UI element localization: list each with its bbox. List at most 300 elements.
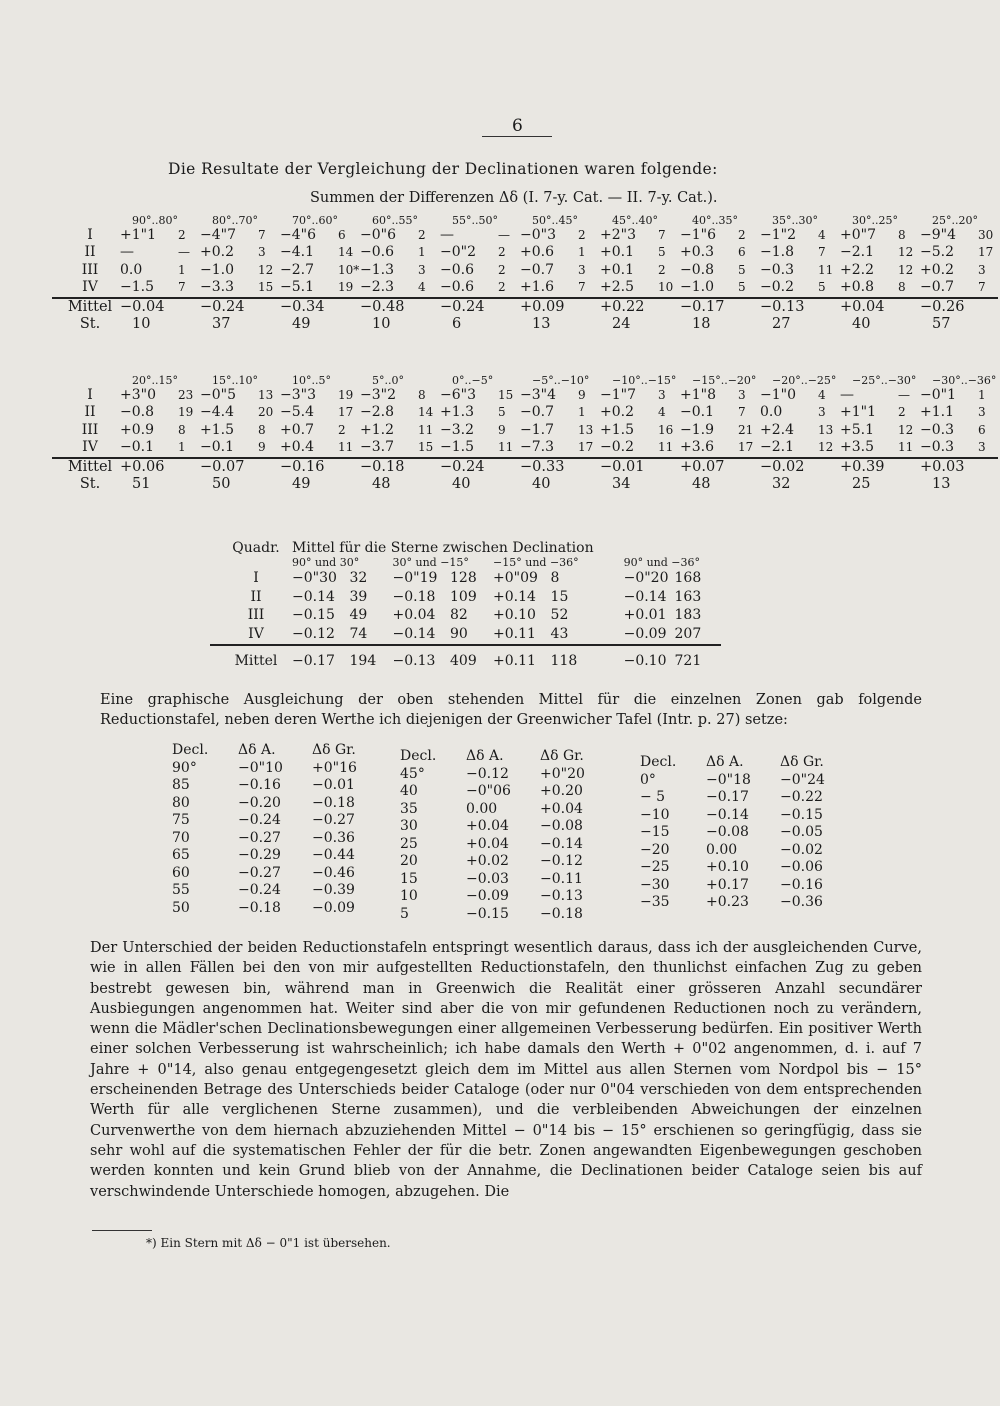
zone-header: −15°..−20°	[692, 374, 757, 387]
reduction-row	[400, 800, 599, 818]
zone-header: −5°..−10°	[532, 374, 590, 387]
star-count: 4	[818, 227, 826, 242]
star-count: 11	[498, 440, 514, 455]
summary-mittel-value: −0.13	[392, 653, 436, 669]
quadrant-row	[60, 421, 1000, 439]
summary-mittel-value: −0.17	[292, 653, 335, 669]
delta-gr-value: −0.36	[780, 894, 823, 911]
difference-value: −0"6	[360, 226, 396, 243]
delta-a-value: 0.00	[466, 800, 498, 817]
difference-value: −3"2	[360, 386, 396, 403]
summary-count: 39	[349, 588, 368, 605]
difference-value: −5.4	[280, 404, 314, 421]
reduction-row	[172, 759, 371, 777]
page-number-rule	[482, 136, 552, 137]
difference-value: +0.3	[680, 244, 714, 261]
reduction-row	[640, 841, 839, 859]
body-paragraph-text: Der Unterschied der beiden Reductionstafeln entspringt wesentlich daraus, dass ich der ausgleichenden Curve, wie in allen Fällen bei den von mir aufgestellten Reductionstafeln, den thunlichst einfachen Zug zu geben bestrebt gewesen bin, während man in Greenwich die Realität einer grösseren Anzahl secundärer Ausbiegungen angenommen hat. Weiter sind aber die von mir gefundenen Reductionen noch zu verändern, wenn die Mädler'schen Declinationsbewegungen einer allgemeinen Verbesserung bedürfen. Ein positiver Werth einer solchen Verbesserung ist wahrscheinlich; ich habe damals den Werth + 0"02 angenommen, d. i. auf 7 Jahre + 0"14, also genau entgegengesetzt gleich dem im Mittel aus allen Sternen vom Nordpol bis − 15° erscheinenden Betrage des Unterschieds beider Cataloge (oder nur 0"04 verschieden von dem entsprechenden Werth für alle verglichenen Sterne zusammen), und die verbleibenden Abweichungen der einzelnen Curvenwerthe von dem hiernach abzuziehenden Mittel − 0"14 bis − 15° erschienen so geringfügig, dass sie sehr wohl auf die systematischen Fehler der für die betr. Zonen angewandten Eigenbewegungen geschoben werden konnten und kein Grund blieb von der Annahme, die Declinationen beider Cataloge seien bis auf verschwindende Unterschiede homogen, abzugehen. Die	[90, 940, 922, 1200]
star-count: 1	[578, 245, 586, 260]
difference-value: −0.6	[440, 279, 474, 296]
declination-value: −20	[640, 841, 670, 858]
star-count: 16	[658, 422, 674, 437]
delta-a-value: +0.17	[706, 876, 749, 893]
delta-gr-value: −0.05	[780, 824, 823, 841]
star-count: 8	[178, 422, 186, 437]
difference-value: +3.6	[680, 439, 714, 456]
quadrant-row	[60, 226, 1000, 244]
zone-header: 35°..30°	[772, 214, 818, 227]
difference-value: +3"0	[120, 386, 156, 403]
difference-value: −0.7	[920, 279, 954, 296]
reduction-table-block-3	[640, 752, 839, 911]
star-count: 2	[738, 227, 746, 242]
difference-value: +2.4	[760, 421, 794, 438]
difference-value: −0.8	[680, 261, 714, 278]
declination-value: −30	[640, 876, 670, 893]
range-row	[220, 556, 711, 569]
difference-value: −0.2	[600, 439, 634, 456]
mittel-value: −0.16	[280, 458, 325, 475]
mittel-value: −0.07	[200, 458, 245, 475]
quadrant-label: IV	[82, 439, 98, 456]
difference-value: −3"3	[280, 386, 316, 403]
zone-header: 45°..40°	[612, 214, 658, 227]
declination-value: 45°	[400, 765, 425, 782]
declination-value: 25	[400, 835, 418, 852]
summary-value: −0.14	[392, 625, 436, 642]
mittel-label: Mittel	[234, 653, 278, 669]
star-count: 7	[738, 405, 746, 420]
quadrant-label: III	[81, 261, 99, 278]
difference-value: +0.1	[600, 261, 634, 278]
st-label: St.	[79, 315, 101, 332]
reduction-row	[640, 876, 839, 894]
summary-mittel-count: 118	[550, 653, 578, 669]
st-value: 50	[212, 475, 231, 492]
summary-count: 128	[450, 570, 477, 587]
reduction-row	[400, 870, 599, 888]
star-count: 11	[818, 262, 834, 277]
declination-value: 35	[400, 800, 418, 817]
range-header: 90° und 30°	[292, 556, 360, 569]
corner-cell	[220, 556, 292, 569]
star-count: 8	[898, 280, 906, 295]
reduction-row	[172, 882, 371, 900]
delta-a-value: +0.04	[466, 818, 509, 835]
summary-count: 74	[349, 625, 368, 642]
delta-gr-value: −0.12	[540, 853, 583, 870]
difference-value: −0.6	[440, 261, 474, 278]
mittel-value: −0.24	[440, 458, 485, 475]
decl-header: Decl.	[400, 747, 437, 764]
delta-a-value: +0.10	[706, 859, 749, 876]
st-value: 13	[932, 475, 951, 492]
difference-value: +1.5	[600, 421, 634, 438]
star-count: 2	[498, 262, 506, 277]
difference-value: −0.1	[120, 439, 154, 456]
spacer-cell	[669, 540, 712, 556]
quadrant-label: IV	[248, 625, 264, 642]
mittel-value: +0.07	[680, 458, 725, 475]
zone-header: 0°..−5°	[452, 374, 494, 387]
difference-value: −3.3	[200, 279, 234, 296]
difference-value: −1"6	[680, 226, 716, 243]
reduction-row	[640, 824, 839, 842]
difference-value: −3.2	[440, 421, 474, 438]
delta-a-value: 0.00	[706, 841, 738, 858]
quadrant-label: II	[84, 244, 96, 261]
star-count: 2	[898, 405, 906, 420]
quadrant-row	[60, 244, 1000, 262]
st-row	[60, 316, 1000, 332]
declination-value: 20	[400, 853, 418, 870]
declination-value: − 5	[640, 789, 666, 806]
difference-value: −0.6	[360, 244, 394, 261]
delta-a-header: Δδ A.	[238, 741, 276, 758]
mittel-value: −0.18	[360, 458, 405, 475]
mittel-value: +0.06	[120, 458, 165, 475]
quadrant-label: I	[87, 226, 93, 243]
star-count: 10	[658, 280, 674, 295]
mittel-value: −0.33	[520, 458, 565, 475]
zone-header: −10°..−15°	[612, 374, 677, 387]
difference-value: −4"7	[200, 226, 236, 243]
delta-gr-value: −0.18	[312, 794, 355, 811]
difference-value: +0.2	[920, 261, 954, 278]
summary-title-row	[220, 540, 711, 556]
summary-grid	[220, 540, 711, 673]
declination-value: 40	[400, 783, 418, 800]
star-count: 5	[738, 262, 746, 277]
star-count: 9	[578, 387, 586, 402]
summary-mittel-count: 721	[674, 653, 702, 669]
delta-gr-value: −0.14	[540, 835, 583, 852]
star-count: 14	[338, 245, 354, 260]
reduction-table-block-2	[400, 746, 599, 923]
star-count: 3	[658, 387, 666, 402]
reduction-header-row	[172, 740, 371, 759]
zone-header: 15°..10°	[212, 374, 258, 387]
reduction-header-row	[640, 752, 839, 771]
difference-value: −0"2	[440, 244, 476, 261]
star-count: 17	[338, 405, 354, 420]
corner-cell	[60, 372, 120, 386]
zone-header: 70°..60°	[292, 214, 338, 227]
star-count: 12	[898, 245, 914, 260]
delta-a-value: −0.03	[466, 870, 509, 887]
st-value: 57	[932, 315, 951, 332]
delta-a-value: −0.20	[238, 794, 281, 811]
st-value: 27	[772, 315, 791, 332]
summary-mittel-count: 409	[450, 653, 477, 669]
mittel-value: −0.48	[360, 298, 405, 315]
reduction-row	[172, 829, 371, 847]
mittel-label: Mittel	[67, 298, 113, 315]
delta-gr-value: −0.09	[312, 899, 355, 916]
summary-value: −0.18	[392, 588, 436, 605]
mittel-value: +0.39	[840, 458, 885, 475]
star-count: 17	[738, 440, 754, 455]
difference-value: −1.5	[120, 279, 154, 296]
zone-header: 80°..70°	[212, 214, 258, 227]
star-count: 6	[738, 245, 746, 260]
difference-value: −5.2	[920, 244, 954, 261]
declination-value: 65	[172, 847, 190, 864]
reduction-row	[172, 794, 371, 812]
star-count: 8	[418, 387, 426, 402]
difference-value: −0"3	[520, 226, 556, 243]
star-count: 17	[978, 245, 994, 260]
difference-value: −1.5	[440, 439, 474, 456]
reduction-row	[172, 777, 371, 795]
difference-value: −1"7	[600, 386, 636, 403]
reduction-row	[640, 806, 839, 824]
star-count: —	[498, 227, 510, 242]
quadr-label: Quadr.	[232, 540, 280, 556]
delta-gr-value: −0.06	[780, 859, 823, 876]
mittel-value: −0.26	[920, 298, 965, 315]
quadrant-label: II	[84, 404, 96, 421]
intro-line: Die Resultate der Vergleichung der Declinationen waren folgende:	[168, 160, 718, 178]
star-count: 3	[818, 405, 826, 420]
footnote-rule	[92, 1230, 152, 1231]
delta-gr-value: −0.18	[540, 905, 583, 922]
st-value: 40	[852, 315, 871, 332]
declination-value: 70	[172, 829, 190, 846]
summary-title: Mittel für die Sterne zwischen Declination	[292, 540, 594, 556]
quadrant-row	[60, 386, 1000, 404]
difference-value: +2"3	[600, 226, 636, 243]
star-count: 4	[818, 387, 826, 402]
declination-value: 30	[400, 818, 418, 835]
st-value: 34	[612, 475, 631, 492]
declination-value: −35	[640, 894, 670, 911]
star-count: 19	[178, 405, 194, 420]
st-value: 51	[132, 475, 151, 492]
reduction-row	[640, 771, 839, 789]
reduction-row	[172, 847, 371, 865]
difference-value: −2.7	[280, 261, 314, 278]
difference-value: −9"4	[920, 226, 956, 243]
declination-value: 85	[172, 777, 190, 794]
zone-header: 55°..50°	[452, 214, 498, 227]
summary-row	[220, 569, 711, 588]
star-count: 8	[258, 422, 266, 437]
st-value: 24	[612, 315, 631, 332]
star-count: 21	[738, 422, 754, 437]
delta-gr-value: −0.27	[312, 812, 355, 829]
reduction-row	[400, 835, 599, 853]
difference-value: +1"8	[680, 386, 716, 403]
page-number: 6	[512, 116, 523, 136]
star-count: 4	[658, 405, 666, 420]
difference-value: +5.1	[840, 421, 874, 438]
difference-value: +1.6	[520, 279, 554, 296]
star-count: 11	[898, 440, 914, 455]
summary-count: 32	[349, 570, 368, 587]
summary-count: 109	[450, 588, 477, 605]
reduction-row	[400, 905, 599, 923]
star-count: 15	[258, 280, 274, 295]
delta-a-value: −0.27	[238, 829, 281, 846]
star-count: 5	[498, 405, 506, 420]
star-count: 7	[978, 280, 986, 295]
st-value: 13	[532, 315, 551, 332]
st-value: 48	[692, 475, 711, 492]
delta-gr-value: −0.08	[540, 818, 583, 835]
table-rule	[52, 457, 998, 459]
delta-gr-value: −0.44	[312, 847, 355, 864]
delta-a-value: −0.15	[466, 905, 509, 922]
star-count: 3	[578, 262, 586, 277]
reduction-row	[640, 894, 839, 912]
st-value: 25	[852, 475, 871, 492]
summary-count: 183	[674, 607, 702, 624]
difference-value: +0"7	[840, 226, 876, 243]
star-count: 5	[738, 280, 746, 295]
difference-value: −0.1	[680, 404, 714, 421]
zone-header: 5°..0°	[372, 374, 404, 387]
reduction-header-row	[400, 746, 599, 765]
summary-mittel-value: +0.11	[493, 653, 536, 669]
st-value: 10	[372, 315, 391, 332]
reduction-intro	[100, 690, 922, 730]
range-header: 30° und −15°	[392, 556, 469, 569]
delta-a-value: +0.04	[466, 835, 509, 852]
delta-a-value: −0.27	[238, 864, 281, 881]
mittel-label: Mittel	[67, 458, 113, 475]
star-count: 11	[338, 440, 354, 455]
zone-header: 50°..45°	[532, 214, 578, 227]
star-count: 6	[338, 227, 346, 242]
star-count: 1	[978, 387, 986, 402]
delta-a-value: −0"18	[706, 771, 751, 788]
difference-value: −1.3	[360, 261, 394, 278]
summary-table	[220, 540, 711, 673]
summary-value: −0"30	[292, 570, 337, 587]
delta-a-value: −0"10	[238, 759, 283, 776]
star-count: 15	[498, 387, 514, 402]
st-value: 10	[132, 315, 151, 332]
mittel-value: +0.04	[840, 298, 885, 315]
star-count: 10*	[338, 262, 360, 277]
delta-gr-value: +0.04	[540, 800, 583, 817]
summary-value: +0.11	[493, 625, 536, 642]
decl-header: Decl.	[640, 753, 677, 770]
difference-value: −5.1	[280, 279, 314, 296]
summary-value: +0.10	[493, 607, 536, 624]
declination-value: 80	[172, 794, 190, 811]
corner-cell	[60, 212, 120, 226]
summary-value: +0.01	[623, 607, 667, 624]
difference-value: −2.1	[840, 244, 874, 261]
zone-header: 90°..80°	[132, 214, 178, 227]
summary-count: 8	[550, 570, 560, 587]
summary-count: 49	[349, 607, 368, 624]
grid-table	[60, 212, 1000, 332]
difference-value: −0.7	[520, 261, 554, 278]
st-value: 32	[772, 475, 791, 492]
reduction-row	[172, 864, 371, 882]
zone-header: −30°..−36°	[932, 374, 997, 387]
difference-value: −0.7	[520, 404, 554, 421]
summary-count: 163	[674, 588, 702, 605]
summary-value: +0"09	[493, 570, 538, 587]
difference-value: +0.2	[200, 244, 234, 261]
star-count: 5	[658, 245, 666, 260]
mittel-value: −0.24	[440, 298, 485, 315]
summary-rule	[210, 644, 721, 646]
summary-value: −0.09	[623, 625, 667, 642]
footnote: *) Ein Stern mit Δδ − 0"1 ist übersehen.	[146, 1236, 391, 1250]
grid-table	[60, 372, 1000, 492]
difference-value: −3.7	[360, 439, 394, 456]
difference-value: +0.4	[280, 439, 314, 456]
zone-header: 20°..15°	[132, 374, 178, 387]
header-row	[60, 212, 1000, 226]
mittel-value: −0.34	[280, 298, 325, 315]
delta-a-value: −0.09	[466, 888, 509, 905]
zone-header: 25°..20°	[932, 214, 978, 227]
reduction-table-block-1	[172, 740, 371, 917]
delta-gr-value: −0.02	[780, 841, 823, 858]
delta-a-value: −0.14	[706, 806, 749, 823]
difference-value: +1"1	[120, 226, 156, 243]
star-count: 3	[978, 440, 986, 455]
differences-table-south	[60, 372, 1000, 492]
declination-value: −10	[640, 806, 670, 823]
star-count: 1	[178, 440, 186, 455]
mittel-value: +0.22	[600, 298, 645, 315]
reduction-grid	[172, 740, 371, 917]
star-count: 2	[658, 262, 666, 277]
star-count: 3	[258, 245, 266, 260]
reduction-row	[172, 899, 371, 917]
difference-value: 0.0	[120, 261, 143, 278]
delta-gr-header: Δδ Gr.	[540, 747, 584, 764]
difference-value: +0.9	[120, 421, 154, 438]
difference-value: −4"6	[280, 226, 316, 243]
star-count: 14	[418, 405, 434, 420]
difference-value: −1.7	[520, 421, 554, 438]
delta-a-value: −0"06	[466, 783, 511, 800]
difference-value: −2.8	[360, 404, 394, 421]
delta-gr-value: +0"20	[540, 765, 585, 782]
star-count: —	[898, 387, 910, 402]
difference-value: −0.2	[760, 279, 794, 296]
zone-header: 60°..55°	[372, 214, 418, 227]
star-count: 2	[578, 227, 586, 242]
delta-gr-header: Δδ Gr.	[780, 753, 824, 770]
star-count: 15	[418, 440, 434, 455]
delta-a-value: −0.17	[706, 789, 749, 806]
star-count: 8	[898, 227, 906, 242]
difference-value: +1.3	[440, 404, 474, 421]
difference-value: +1.1	[920, 404, 954, 421]
star-count: 7	[578, 280, 586, 295]
star-count: 1	[578, 405, 586, 420]
star-count: 7	[818, 245, 826, 260]
delta-gr-value: −0.22	[780, 789, 823, 806]
reduction-row	[400, 818, 599, 836]
difference-value: −0"1	[920, 386, 956, 403]
star-count: 7	[258, 227, 266, 242]
difference-value: +1.2	[360, 421, 394, 438]
star-count: 3	[738, 387, 746, 402]
summary-value: −0.15	[292, 607, 335, 624]
difference-value: −0.3	[920, 439, 954, 456]
delta-gr-value: −0.11	[540, 870, 583, 887]
